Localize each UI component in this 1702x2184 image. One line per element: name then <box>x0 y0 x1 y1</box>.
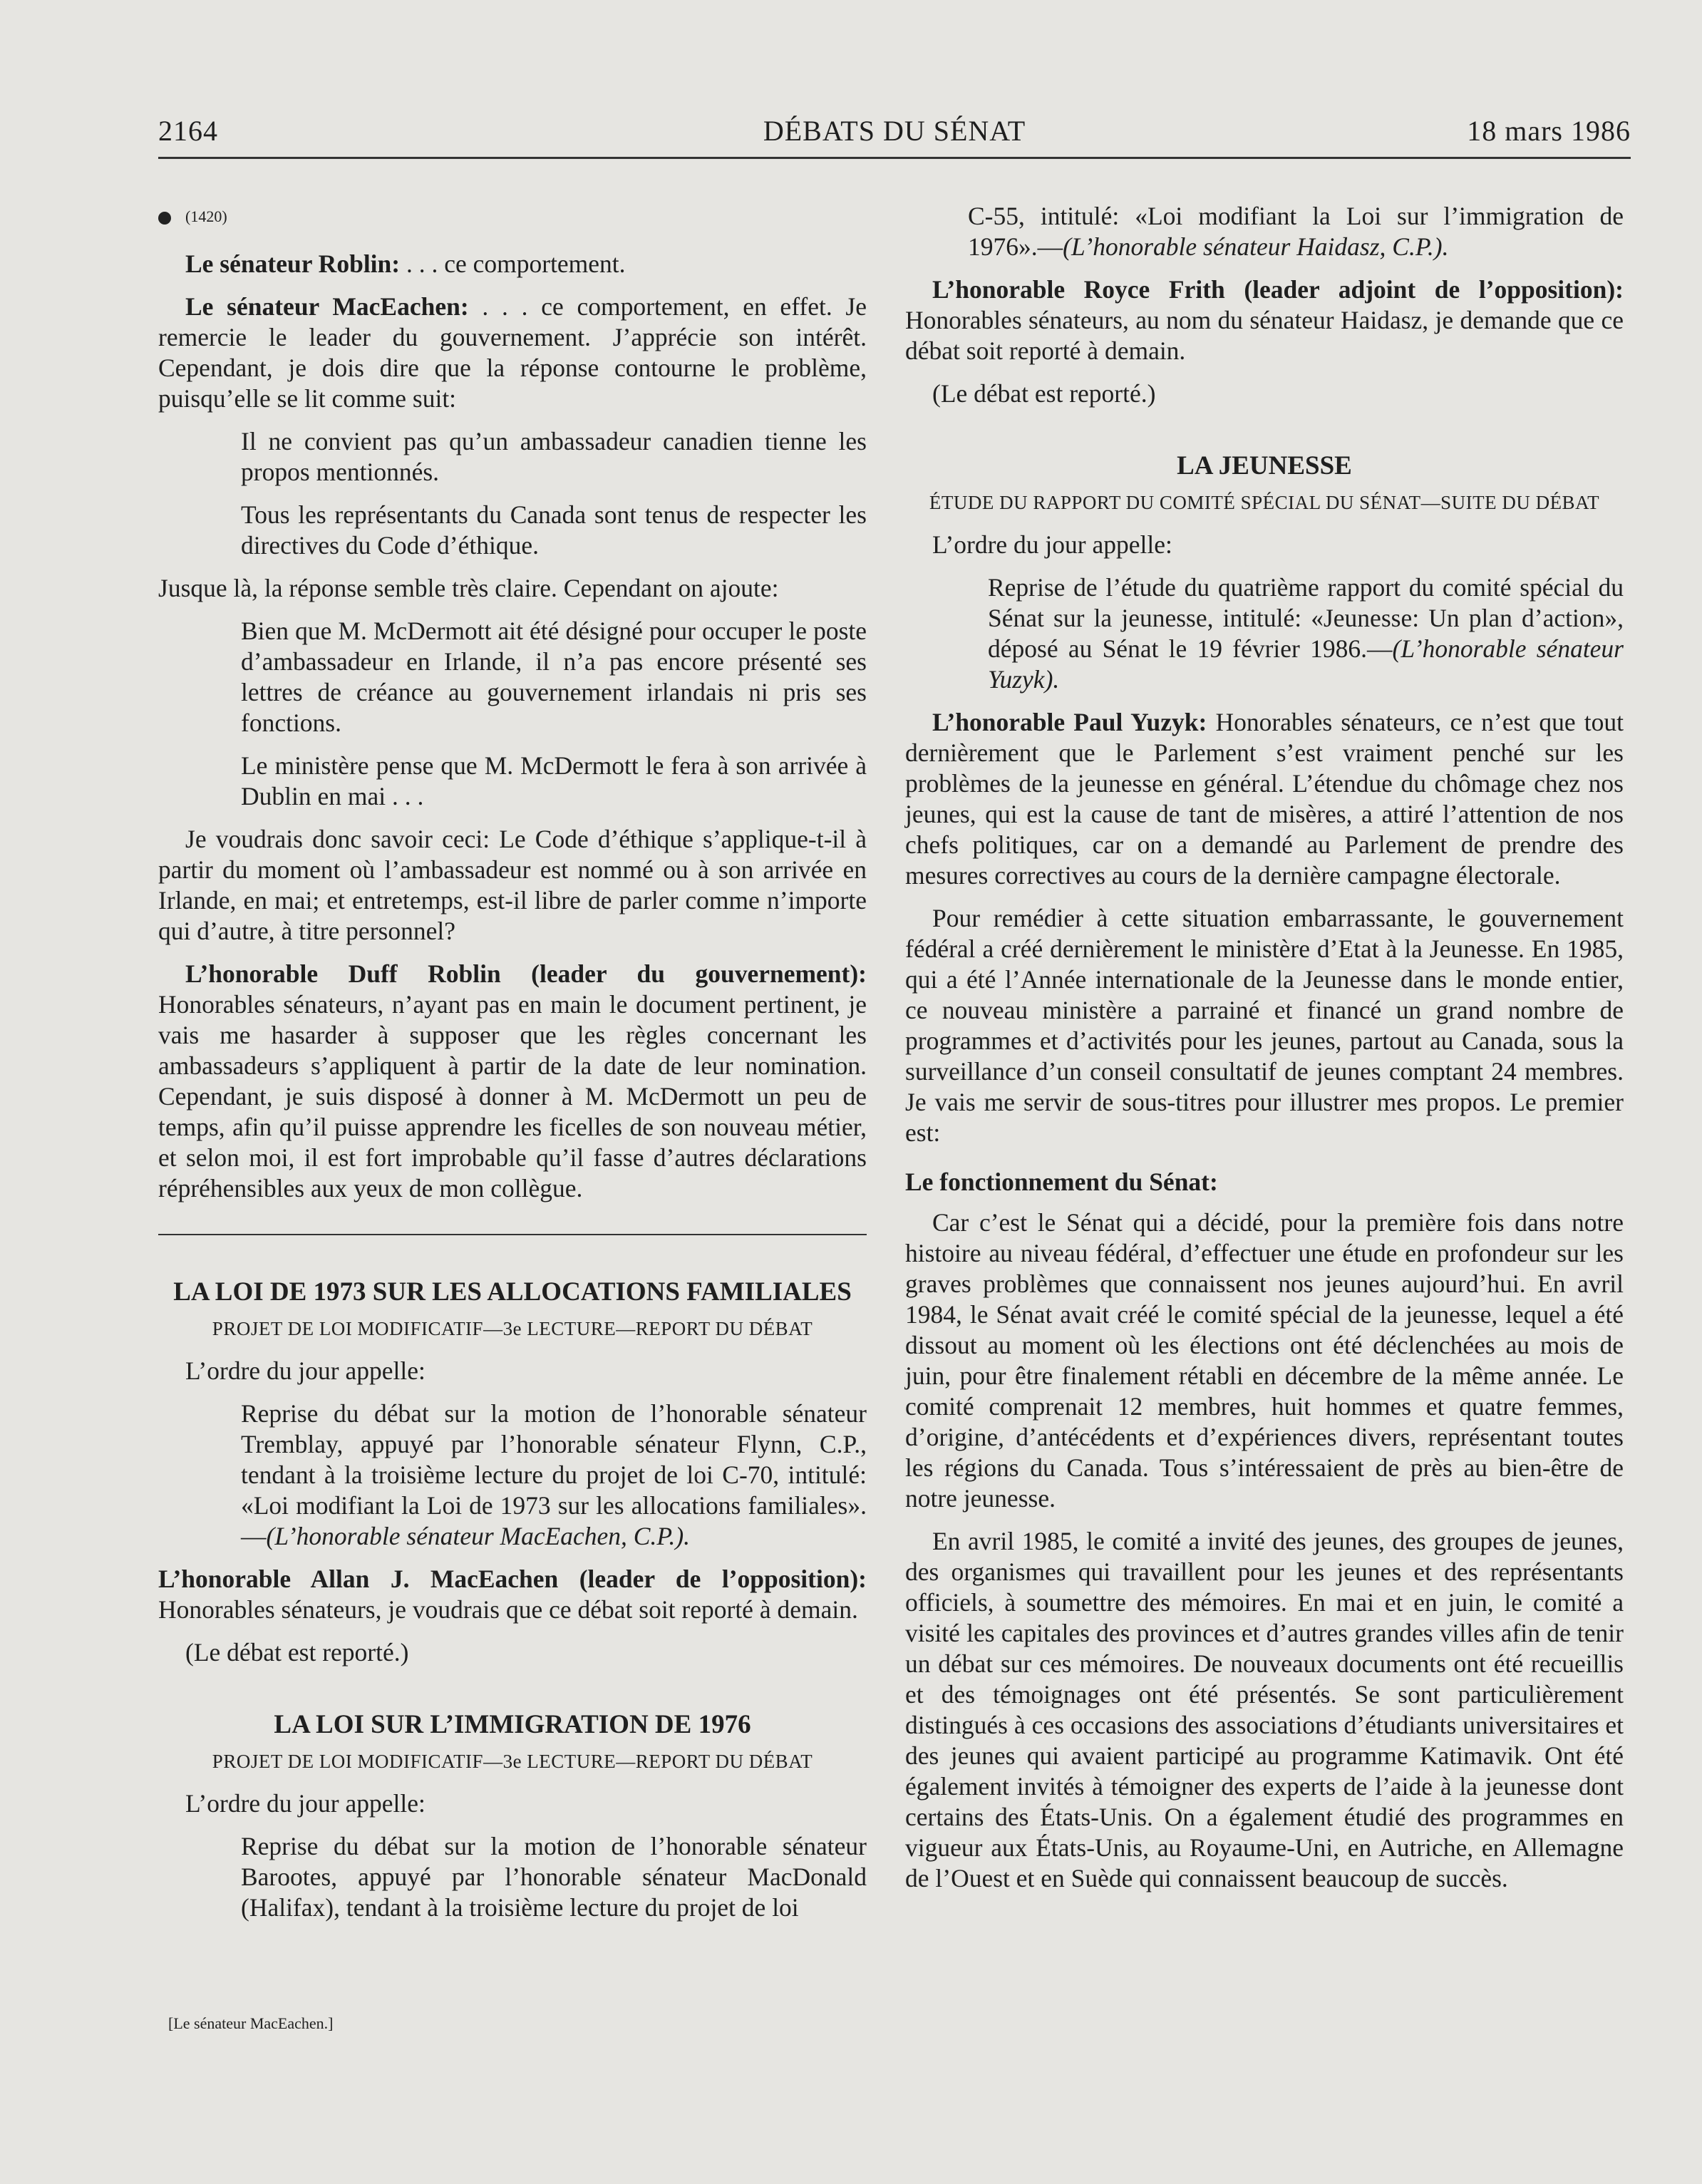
section-divider <box>158 1234 867 1235</box>
section-heading: LA JEUNESSE <box>1177 451 1352 480</box>
paragraph <box>158 959 867 1204</box>
adjourned-note: (Le débat est reporté.) <box>932 379 1156 408</box>
paragraph: Jusque là, la réponse semble très claire. Cependant on ajoute: <box>158 574 779 602</box>
paragraph: En avril 1985, le comité a invité des jeunes, des groupes de jeunes, des organismes qui travaillent pour les jeunes et des représentants officiels, à soumettre des mémoires. En mai et en juin, le comité a visité les capitales des provinces et d’autres grandes villes afin de tenir un débat sur ces mémoires. De nouveaux documents ont été recueillis et des témoignages ont été présentés. Se sont particulièrement distingués à ces occasions des associations d’étudiants universitaires et des jeunes qui avaient participé au programme Katimavik. Ont été également invités à témoigner des experts de l’aide à la jeunesse dont certains des États-Unis. On a également étudié des programmes en vigueur aux États-Unis, au Royaume-Uni, en Autriche, en Allemagne de l’Ouest et en Suède qui connaissent beaucoup de succès. <box>905 1527 1624 1892</box>
motion-body: Reprise du débat sur la motion de l’honorable sénateur Tremblay, appuyé par l’honorable sénateur Flynn, C.P., tendant à la troisième lecture du projet de loi C-70, intitulé: «Loi modifiant la Loi de 1973 sur les allocations familiales».— <box>241 1399 867 1550</box>
quotation <box>241 500 867 561</box>
speaker-name: L’honorable Paul Yuzyk: <box>932 708 1207 736</box>
quotation <box>241 616 867 738</box>
speaker-name: Le sénateur Roblin: <box>185 249 401 278</box>
speaker-name: L’honorable Royce Frith (leader adjoint de l’opposition): <box>932 275 1624 304</box>
subheading: Le fonctionnement du Sénat: <box>905 1168 1218 1196</box>
speech-text: Honorables sénateurs, je voudrais que ce débat soit reporté à demain. <box>158 1595 858 1624</box>
section-subheading: PROJET DE LOI MODIFICATIF—3e LECTURE—REPORT DU DÉBAT <box>212 1751 813 1772</box>
running-head <box>158 114 1631 159</box>
motion-text: Reprise du débat sur la motion de l’honorable sénateur Barootes, appuyé par l’honorable sénateur MacDonald (Halifax), tendant à la troisième lecture du projet de loi <box>241 1832 867 1922</box>
section-heading: LA LOI DE 1973 SUR LES ALLOCATIONS FAMILIALES <box>173 1277 852 1307</box>
speaker-name: Le sénateur MacEachen: <box>185 292 469 321</box>
adjourned-note: (Le débat est reporté.) <box>185 1638 409 1667</box>
left-column <box>158 201 867 1935</box>
speech-text: . . . ce comportement. <box>400 249 626 278</box>
section-subheading: PROJET DE LOI MODIFICATIF—3e LECTURE—REPORT DU DÉBAT <box>212 1318 813 1339</box>
speech-text: Honorables sénateurs, au nom du sénateur Haidasz, je demande que ce débat soit reporté à demain. <box>905 306 1624 365</box>
footnote: [Le sénateur MacEachen.] <box>168 2014 334 2032</box>
motion-body: Reprise de l’étude du quatrième rapport du comité spécial du Sénat sur la jeunesse, intitulé: «Jeunesse: Un plan d’action», déposé au Sénat le 19 février 1986.— <box>988 573 1624 663</box>
order-of-day: L’ordre du jour appelle: <box>932 530 1172 559</box>
speech-text: Honorables sénateurs, ce n’est que tout dernièrement que le Parlement s’est vraiment penché sur les problèmes de la jeunesse en général. L’étendue du chômage chez nos jeunes, qui est la cause de tant de misères, a attiré l’attention de nos chefs politiques, car on a demandé au Parlement de prendre des mesures correctives au cours de la dernière campagne électorale. <box>905 708 1624 890</box>
page-number: 2164 <box>158 115 218 147</box>
motion-attribution: (L’honorable sénateur Yuzyk). <box>988 634 1624 694</box>
section-subheading: ÉTUDE DU RAPPORT DU COMITÉ SPÉCIAL DU SÉNAT—SUITE DU DÉBAT <box>929 492 1600 513</box>
motion-attribution: (L’honorable sénateur Haidasz, C.P.). <box>1063 232 1449 261</box>
order-of-day: L’ordre du jour appelle: <box>185 1356 426 1385</box>
section-heading: LA LOI SUR L’IMMIGRATION DE 1976 <box>274 1710 751 1739</box>
time-marker <box>158 201 867 232</box>
paragraph: Je voudrais donc savoir ceci: Le Code d’éthique s’applique-t-il à partir du moment où l’ambassadeur est nommé ou à son arrivée en Irlande, en mai; et entretemps, est-il libre de parler comme n’importe qui d’autre, à titre personnel? <box>158 825 867 945</box>
quotation-text: Tous les représentants du Canada sont tenus de respecter les directives du Code d’éthique. <box>241 500 867 560</box>
order-of-day: L’ordre du jour appelle: <box>185 1789 426 1818</box>
speech-text: . . . ce comportement, en effet. Je remercie le leader du gouvernement. J’apprécie son intérêt. Cependant, je dois dire que la réponse contourne le problème, puisqu’elle se lit comme suit: <box>158 292 867 413</box>
publication-title: DÉBATS DU SÉNAT <box>763 115 1026 147</box>
paragraph <box>158 249 867 279</box>
motion-continuation <box>968 201 1624 262</box>
motion-text <box>241 1399 867 1552</box>
quotation-text: Bien que M. McDermott ait été désigné pour occuper le poste d’ambassadeur en Irlande, il n’a pas encore présenté ses lettres de créance au gouvernement irlandais ni pris ses fonctions. <box>241 617 867 737</box>
quotation <box>241 751 867 812</box>
paragraph <box>905 274 1624 366</box>
motion-body: C-55, intitulé: «Loi modifiant la Loi sur l’immigration de 1976».— <box>968 202 1624 261</box>
motion-text <box>988 572 1624 695</box>
paragraph <box>158 1564 867 1625</box>
quotation-text: Il ne convient pas qu’un ambassadeur canadien tienne les propos mentionnés. <box>241 427 867 486</box>
paragraph <box>905 707 1624 891</box>
speaker-name: L’honorable Allan J. MacEachen (leader de l’opposition): <box>158 1565 867 1593</box>
paragraph <box>158 292 867 414</box>
paragraph: Pour remédier à cette situation embarrassante, le gouvernement fédéral a créé dernièrement le ministère d’Etat à la Jeunesse. En 1985, qui a été l’Année internationale de la Jeunesse dans le monde entier, ce nouveau ministère a parrainé et financé un grand nombre de programmes et d’activités pour les jeunes, partout au Canada, sous la surveillance d’un conseil consultatif de jeunes comptant 24 membres. Je vais me servir de sous-titres pour illustrer mes propos. Le premier est: <box>905 904 1624 1147</box>
paragraph: Car c’est le Sénat qui a décidé, pour la première fois dans notre histoire au niveau fédéral, d’effectuer une étude en profondeur sur les graves problèmes que connaissent nos jeunes aujourd’hui. En avril 1984, le Sénat avait créé le comité spécial de la jeunesse, lequel a été dissout au moment où les élections ont été déclenchées au mois de juin, pour être finalement rétabli en décembre de la même année. Le comité comprenait 12 membres, huit hommes et quatre femmes, d’origine, d’antécédents et d’expériences divers, représentant toutes les régions du Canada. Tous s’intéressaient de près au bien-être de notre jeunesse. <box>905 1208 1624 1513</box>
motion-attribution: (L’honorable sénateur MacEachen, C.P.). <box>266 1522 691 1550</box>
right-column <box>905 201 1624 1906</box>
page-date: 18 mars 1986 <box>1467 115 1631 147</box>
speaker-name: L’honorable Duff Roblin (leader du gouvernement): <box>185 959 867 988</box>
speech-text: Honorables sénateurs, n’ayant pas en main le document pertinent, je vais me hasarder à supposer que les règles concernant les ambassadeurs s’appliquent à partir de la date de leur nomination. Cependant, je suis disposé à donner à M. McDermott un peu de temps, afin qu’il puisse apprendre les ficelles de son nouveau métier, et selon moi, il est fort improbable qu’il fasse d’autres déclarations répréhensibles aux yeux de mon collègue. <box>158 990 867 1202</box>
time-marker-label: (1420) <box>185 207 227 225</box>
quotation-text: Le ministère pense que M. McDermott le fera à son arrivée à Dublin en mai . . . <box>241 751 867 810</box>
quotation <box>241 426 867 488</box>
bullet-icon <box>158 212 171 225</box>
